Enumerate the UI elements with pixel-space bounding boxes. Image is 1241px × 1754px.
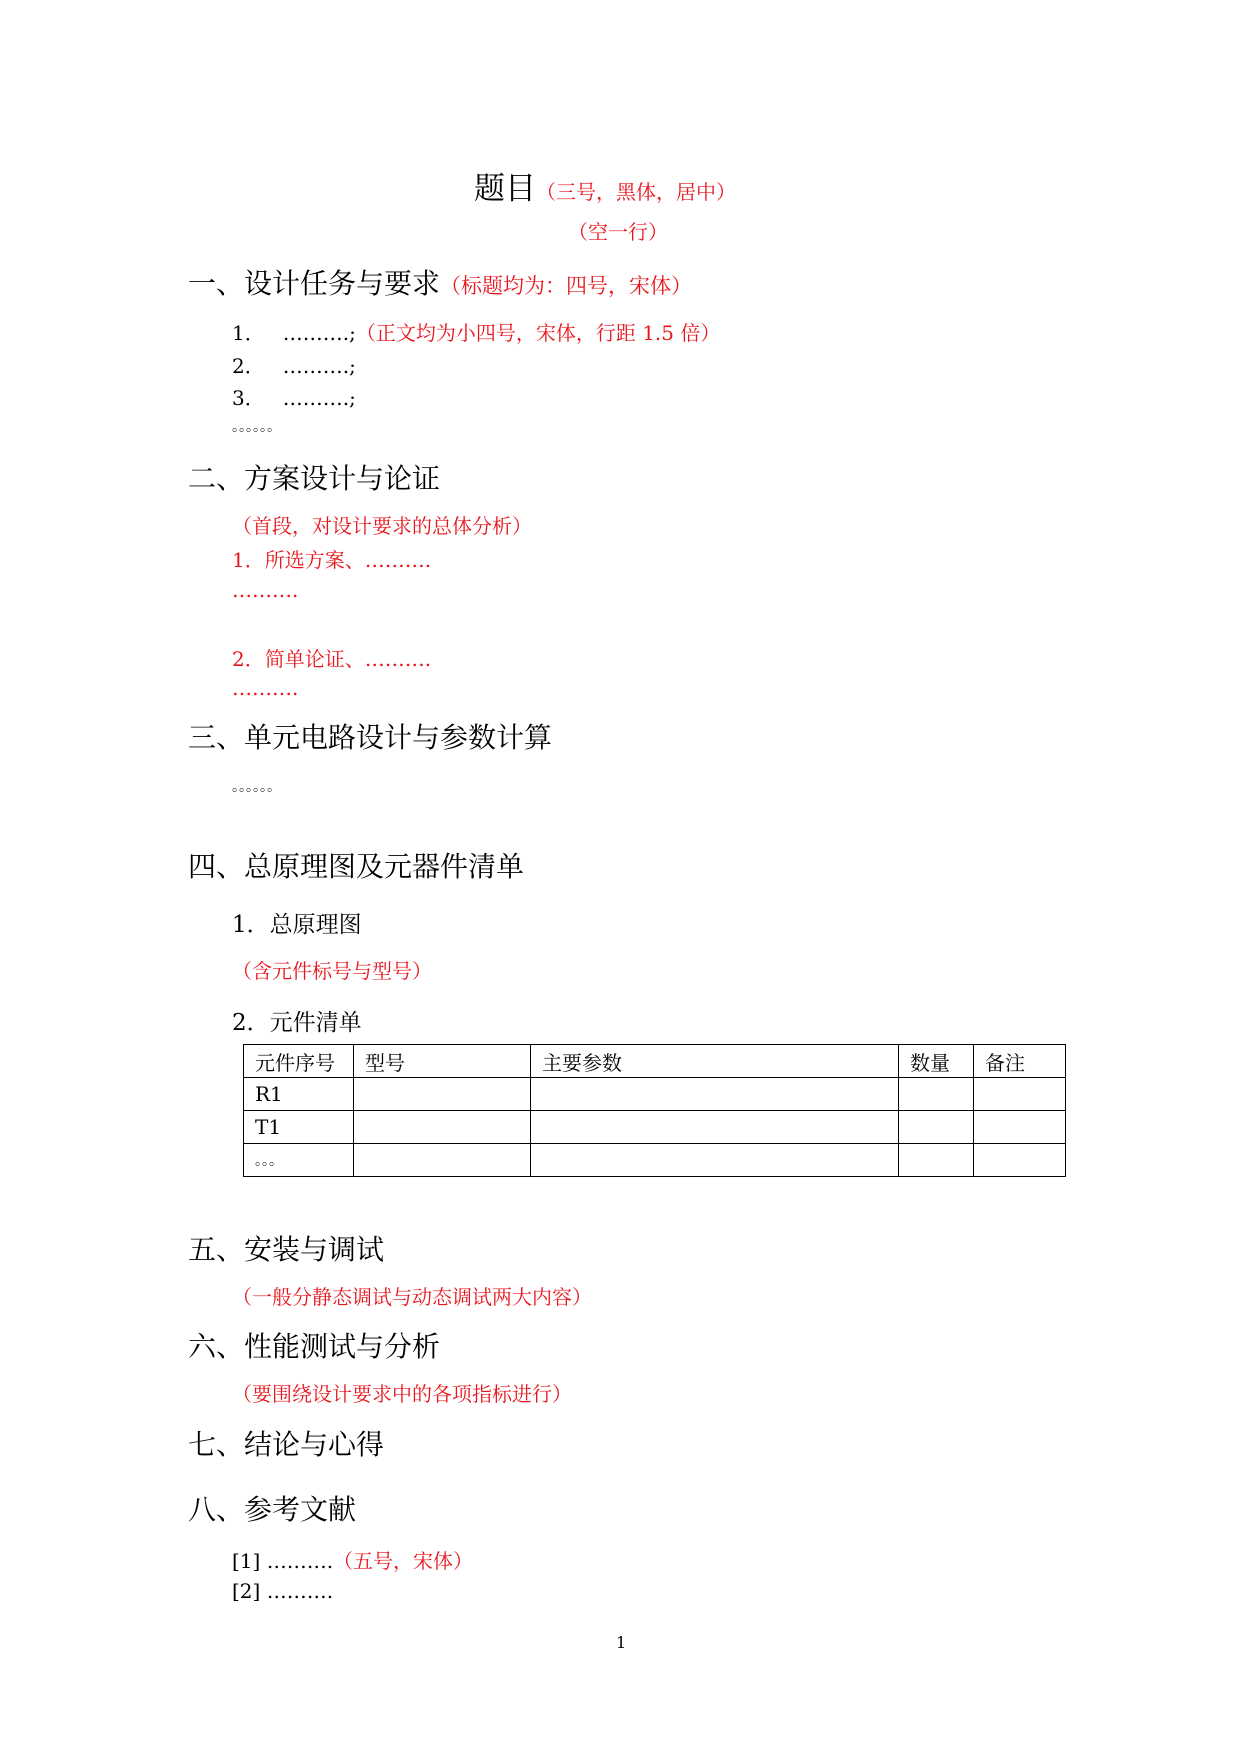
table-cell (354, 1078, 531, 1111)
list-item (232, 382, 356, 411)
list-item-text: ……….; (282, 321, 356, 345)
table-cell (531, 1144, 899, 1177)
section-2-point-2: 2．简单论证、………. (232, 647, 432, 671)
blank-line-note: （空一行） (568, 220, 668, 244)
table-row (244, 1078, 1066, 1111)
section-3-heading: 三、单元电路设计与参数计算 (188, 721, 553, 754)
header-cell: 备注 (974, 1045, 1066, 1078)
reference-item (232, 1579, 333, 1603)
table-header-row (244, 1045, 1066, 1078)
section-6-note: （要围绕设计要求中的各项指标进行） (232, 1382, 572, 1406)
title-main: 题目 (474, 171, 536, 207)
list-item-text: ……….; (282, 354, 356, 378)
reference-label: [2] ………. (232, 1579, 334, 1603)
table-cell: 。。。 (244, 1144, 354, 1177)
table-cell (531, 1111, 899, 1144)
section-1-title: 一、设计任务与要求 (188, 267, 441, 300)
table-cell (974, 1111, 1066, 1144)
section-2-intro: （首段，对设计要求的总体分析） (232, 514, 532, 538)
sub-heading-schematic: 1．总原理图 (232, 912, 362, 938)
table-cell (531, 1078, 899, 1111)
list-item-text: ……….; (282, 386, 356, 410)
list-item-number: 2． (232, 354, 265, 378)
section-2-point-2-cont: ………. (232, 676, 299, 700)
header-cell: 元件序号 (244, 1045, 354, 1078)
section-7-heading: 七、结论与心得 (188, 1428, 385, 1461)
section-5-note: （一般分静态调试与动态调试两大内容） (232, 1285, 592, 1309)
ellipsis-dots: 。。。。。。 (232, 419, 281, 435)
table-cell: R1 (244, 1078, 354, 1111)
header-cell: 型号 (354, 1045, 531, 1078)
parts-list-table (243, 1044, 1066, 1177)
sub-heading-parts-list: 2．元件清单 (232, 1010, 362, 1036)
list-item (232, 350, 356, 379)
list-item-number: 3． (232, 386, 265, 410)
table-row (244, 1144, 1066, 1177)
table-cell (899, 1111, 974, 1144)
table-cell (899, 1078, 974, 1111)
table-cell (899, 1144, 974, 1177)
table-cell (354, 1144, 531, 1177)
list-item-number: 1． (232, 321, 265, 345)
section-2-point-1-cont: ………. (232, 578, 299, 602)
table-cell (974, 1078, 1066, 1111)
section-5-heading: 五、安装与调试 (188, 1233, 385, 1266)
reference-label: [1] ………. (232, 1549, 334, 1573)
ellipsis-dots: 。。。。。。 (232, 779, 281, 795)
list-item (232, 317, 720, 346)
page-title (474, 163, 736, 208)
reference-format-note: （五号，宋体） (333, 1549, 474, 1573)
heading-format-note: （标题均为：四号，宋体） (440, 274, 693, 298)
header-cell: 数量 (899, 1045, 974, 1078)
schematic-note: （含元件标号与型号） (232, 959, 432, 983)
section-2-heading: 二、方案设计与论证 (188, 462, 441, 495)
header-cell: 主要参数 (531, 1045, 899, 1078)
reference-item (232, 1545, 473, 1574)
section-1-heading (188, 262, 692, 302)
body-format-note: （正文均为小四号，宋体，行距 1.5 倍） (355, 321, 721, 345)
section-2-point-1: 1．所选方案、………. (232, 548, 432, 572)
title-format-note: （三号，黑体，居中） (536, 180, 736, 204)
section-4-heading: 四、总原理图及元器件清单 (188, 850, 525, 883)
table-cell (354, 1111, 531, 1144)
page-number: 1 (616, 1633, 627, 1652)
table-cell: T1 (244, 1111, 354, 1144)
section-8-heading: 八、参考文献 (188, 1493, 357, 1526)
table-cell (974, 1144, 1066, 1177)
table-row (244, 1111, 1066, 1144)
section-6-heading: 六、性能测试与分析 (188, 1330, 441, 1363)
